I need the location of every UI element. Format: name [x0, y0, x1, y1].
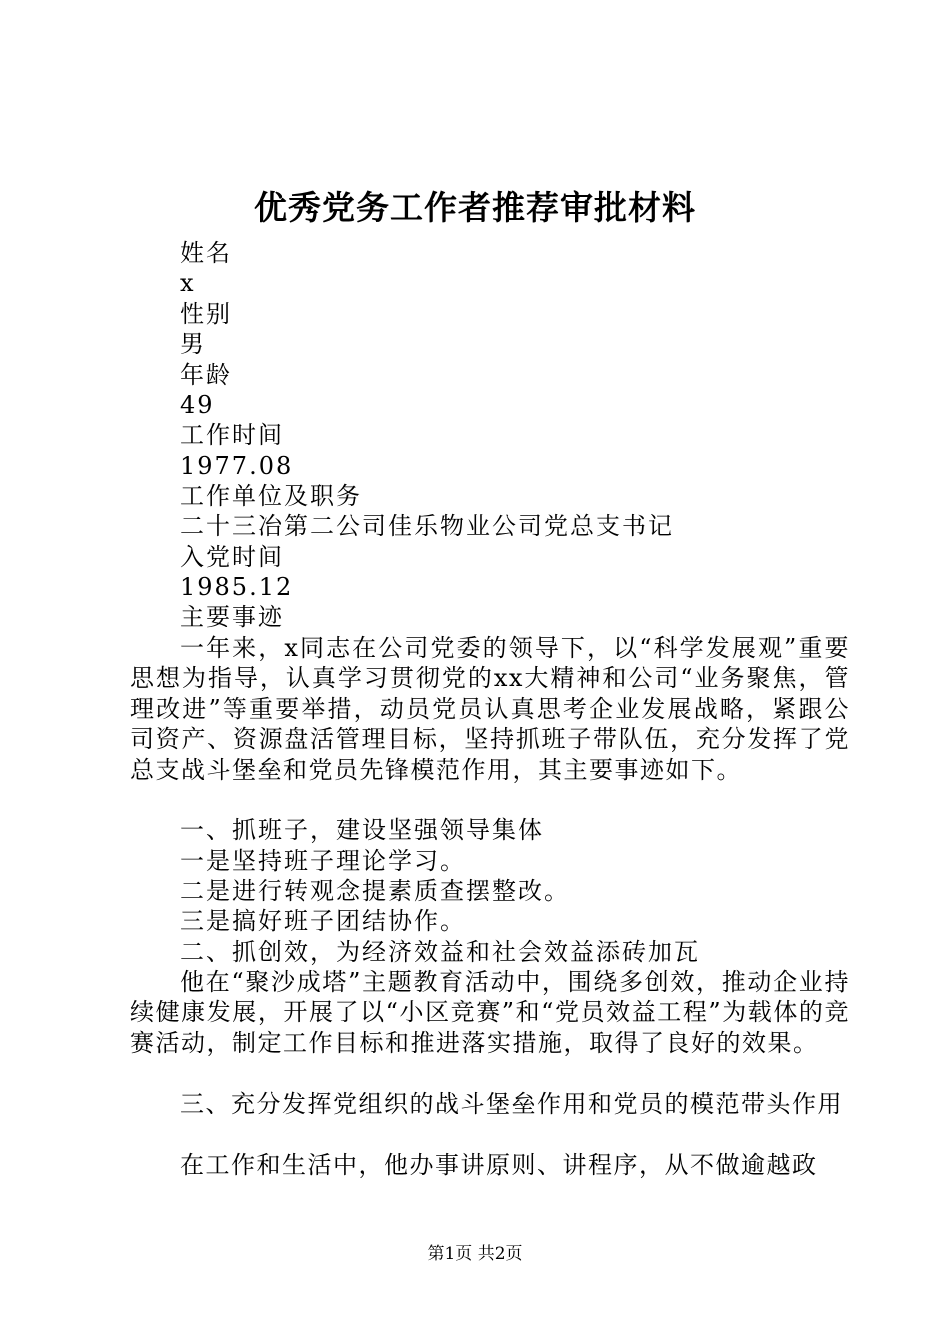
unit-label: 工作单位及职务	[180, 482, 362, 510]
section1-heading: 一、抓班子，建设坚强领导集体	[180, 816, 544, 844]
gender-value: 男	[180, 330, 206, 358]
deeds-label: 主要事迹	[180, 603, 284, 631]
name-label: 姓名	[180, 239, 232, 267]
join-party-value: 1985.12	[180, 573, 294, 601]
section2-paragraph: 他在“聚沙成塔”主题教育活动中，围绕多创效，推动企业持续健康发展，开展了以“小区竞赛”和“党员效益工程”为载体的竞赛活动，制定工作目标和推进落实措施，取得了良好的效果。	[130, 968, 850, 1057]
age-label: 年龄	[180, 361, 232, 389]
age-value: 49	[180, 391, 215, 419]
unit-value: 二十三冶第二公司佳乐物业公司党总支书记	[180, 512, 674, 540]
section3-paragraph: 在工作和生活中，他办事讲原则、讲程序，从不做逾越政	[180, 1151, 818, 1179]
intro-paragraph: 一年来，x同志在公司党委的领导下，以“科学发展观”重要思想为指导，认真学习贯彻党的xx大精神和公司“业务聚焦，管理改进”等重要举措，动员党员认真思考企业发展战略，紧跟公司资产、资源盘活管理目标，坚持抓班子带队伍，充分发挥了党总支战斗堡垒和党员先锋模范作用，其主要事迹如下。	[130, 634, 850, 784]
work-time-label: 工作时间	[180, 421, 284, 449]
name-value: x	[180, 269, 196, 297]
section3-heading: 三、充分发挥党组织的战斗堡垒作用和党员的模范带头作用	[180, 1090, 843, 1118]
work-time-value: 1977.08	[180, 452, 294, 480]
section1-item1: 一是坚持班子理论学习。	[180, 847, 466, 875]
join-party-label: 入党时间	[180, 543, 284, 571]
section1-item3: 三是搞好班子团结协作。	[180, 907, 466, 935]
section1-item2: 二是进行转观念提素质查摆整改。	[180, 877, 570, 905]
section2-heading: 二、抓创效，为经济效益和社会效益添砖加瓦	[180, 938, 700, 966]
page-footer: 第1页 共2页	[427, 1244, 523, 1264]
gender-label: 性别	[180, 300, 232, 328]
document-title: 优秀党务工作者推荐审批材料	[254, 188, 696, 227]
